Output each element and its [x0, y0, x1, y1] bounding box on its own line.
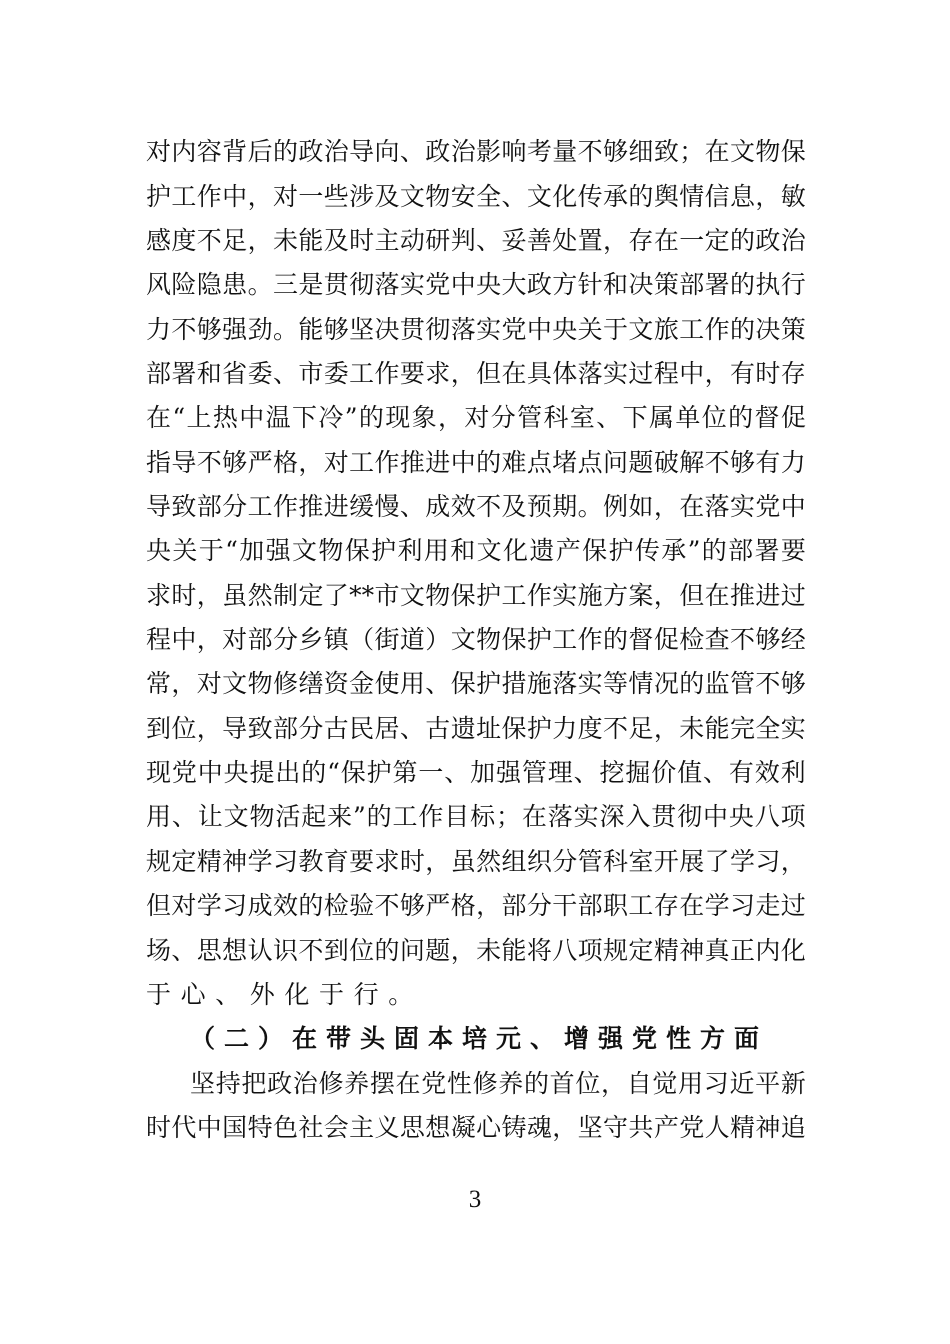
- body-text-line: 于心、外化于行。: [146, 980, 423, 1009]
- body-text-line: 指 导 不 够 严 格 ， 对 工 作 推 进 中 的 难 点 堵 点 问 题 破 解 不 够 有 力: [146, 448, 806, 477]
- body-text-line: 力 不 够 强 劲 。 能 够 坚 决 贯 彻 落 实 党 中 央 关 于 文 旅 工 作 的 决 策: [146, 315, 806, 344]
- section-heading: （二）在带头固本培元、增强党性方面: [190, 1024, 769, 1053]
- page-number: 3: [468, 1186, 482, 1213]
- body-text-line: 对 内 容 背 后 的 政 治 导 向 、 政 治 影 响 考 量 不 够 细 致 ； 在 文 物 保: [146, 137, 806, 166]
- body-text-line: 时 代 中 国 特 色 社 会 主 义 思 想 凝 心 铸 魂 ， 坚 守 共 产 党 人 精 神 追: [146, 1113, 806, 1142]
- body-text-line: 现 党 中 央 提 出 的 “ 保 护 第 一 、 加 强 管 理 、 挖 掘 价 值 、 有 效 利: [146, 758, 806, 787]
- body-text-line: 场 、 思 想 认 识 不 到 位 的 问 题 ， 未 能 将 八 项 规 定 精 神 真 正 内 化: [146, 936, 806, 965]
- body-text-line: 常 ， 对 文 物 修 缮 资 金 使 用 、 保 护 措 施 落 实 等 情 况 的 监 管 不 够: [146, 669, 806, 698]
- body-text-line: 部 署 和 省 委 、 市 委 工 作 要 求 ， 但 在 具 体 落 实 过 程 中 ， 有 时 存: [146, 359, 806, 388]
- body-text-line: 央 关 于 “ 加 强 文 物 保 护 利 用 和 文 化 遗 产 保 护 传 承 ” 的 部 署 要: [146, 536, 806, 565]
- body-text-line: 风 险 隐 患 。 三 是 贯 彻 落 实 党 中 央 大 政 方 针 和 决 策 部 署 的 执 行: [146, 270, 806, 299]
- body-text-line: 但 对 学 习 成 效 的 检 验 不 够 严 格 ， 部 分 干 部 职 工 存 在 学 习 走 过: [146, 891, 806, 920]
- body-text-line: 到 位 ， 导 致 部 分 古 民 居 、 古 遗 址 保 护 力 度 不 足 ， 未 能 完 全 实: [146, 714, 806, 743]
- body-text-line: 在 “ 上 热 中 温 下 冷 ” 的 现 象 ， 对 分 管 科 室 、 下 属 单 位 的 督 促: [146, 403, 806, 432]
- body-text-line: 感 度 不 足 ， 未 能 及 时 主 动 研 判 、 妥 善 处 置 ， 存 在 一 定 的 政 治: [146, 226, 806, 255]
- body-text-line: 导 致 部 分 工 作 推 进 缓 慢 、 成 效 不 及 预 期 。 例 如 ， 在 落 实 党 中: [146, 492, 806, 521]
- body-text-line: 护 工 作 中 ， 对 一 些 涉 及 文 物 安 全 、 文 化 传 承 的 舆 情 信 息 ， 敏: [146, 182, 806, 211]
- body-text-line: 用 、 让 文 物 活 起 来 ” 的 工 作 目 标 ； 在 落 实 深 入 贯 彻 中 央 八 项: [146, 802, 806, 831]
- body-text-line: 程 中 ， 对 部 分 乡 镇 （ 街 道 ） 文 物 保 护 工 作 的 督 促 检 查 不 够 经: [146, 625, 806, 654]
- body-text-line: 求 时 ， 虽 然 制 定 了 ** 市 文 物 保 护 工 作 实 施 方 案 ， 但 在 推 进 过: [146, 581, 806, 610]
- body-text-line: 规 定 精 神 学 习 教 育 要 求 时 ， 虽 然 组 织 分 管 科 室 开 展 了 学 习 ，: [146, 847, 806, 876]
- body-text-line: 坚 持 把 政 治 修 养 摆 在 党 性 修 养 的 首 位 ， 自 觉 用 习 近 平 新: [190, 1069, 806, 1098]
